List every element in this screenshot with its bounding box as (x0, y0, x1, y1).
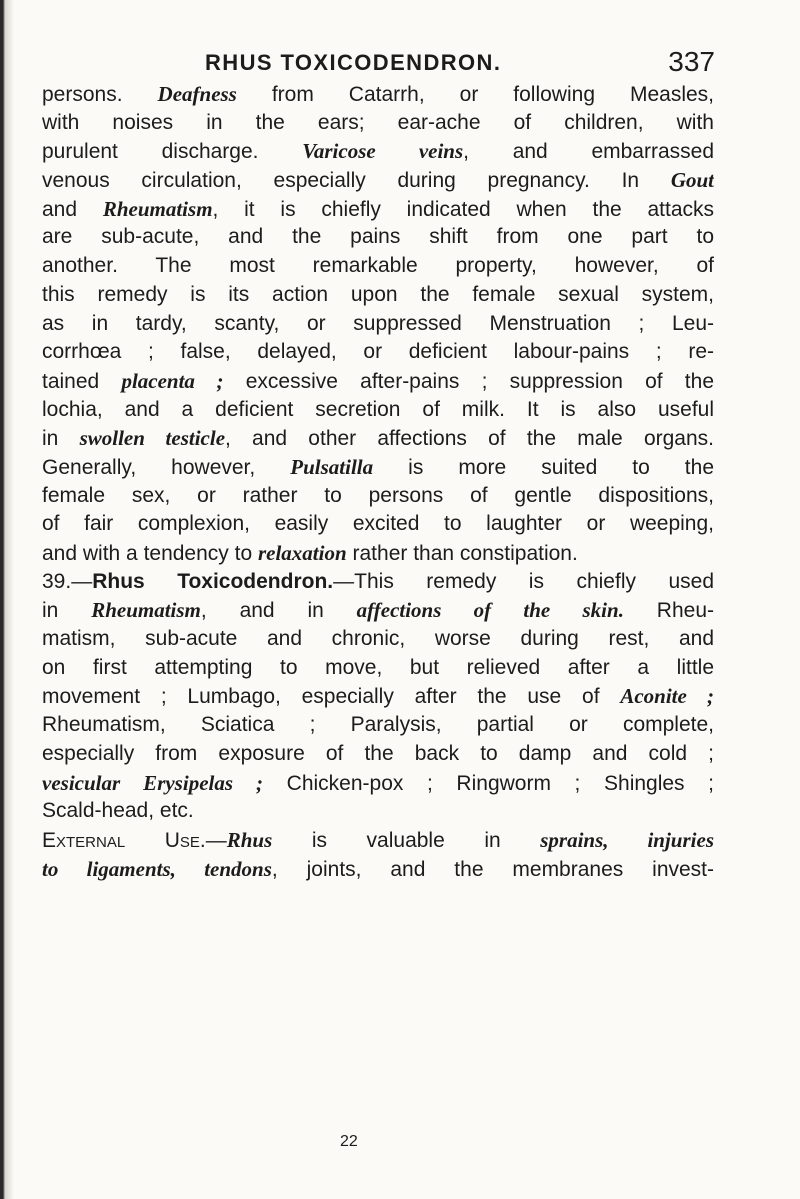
text-span: swollen testicle (79, 426, 226, 451)
running-title: RHUS TOXICODENDRON. (205, 50, 502, 75)
text-span: Generally, however, (42, 455, 291, 479)
text-span: is valuable in (272, 828, 541, 852)
text-span: placenta ; (121, 368, 224, 393)
text-line (42, 826, 714, 855)
text-line (42, 510, 714, 539)
binding-gutter (0, 0, 14, 1199)
text-span: matism, sub-acute and chronic, worse during rest, and (42, 627, 714, 651)
text-line (42, 453, 714, 482)
text-line (42, 424, 714, 453)
text-span: Rhus (226, 827, 273, 852)
signature-mark: 22 (340, 1133, 358, 1150)
text-span: , and embarrassed (463, 140, 714, 164)
text-line (42, 137, 714, 166)
text-line (42, 482, 714, 511)
text-span: with noises in the ears; ear-ache of children, with (42, 110, 714, 134)
text-span: this remedy is its action upon the female sexual system, (42, 282, 714, 306)
text-span: persons. (42, 83, 158, 106)
text-span: Gout (670, 168, 714, 193)
text-span: vesicular Erysipelas ; (42, 770, 264, 795)
text-span: venous circulation, especially during pregnancy. In (42, 169, 671, 193)
text-span: Rheumatism (102, 196, 213, 221)
text-line (42, 252, 714, 281)
text-span: female sex, or rather to persons of gentle dispositions, (42, 483, 714, 507)
text-line (42, 338, 714, 367)
text-span: purulent discharge. (42, 140, 303, 164)
text-line (42, 855, 714, 884)
text-span: Chicken-pox ; Ringworm ; Shingles ; (263, 771, 714, 795)
text-span: Rheu- (623, 599, 714, 623)
text-span: External Use. (42, 828, 206, 852)
text-line (42, 596, 714, 625)
text-span: as in tardy, scanty, or suppressed Menstruation ; Leu- (42, 311, 714, 335)
text-span: 39.— (42, 569, 93, 593)
text-span: relaxation (257, 541, 347, 565)
text-span: Varicose veins (302, 139, 464, 164)
text-span: corrhœa ; false, delayed, or deficient labour-pains ; re- (42, 340, 714, 364)
text-span: , it is chiefly indicated when the attacks (212, 197, 714, 221)
text-span: is more suited to the (373, 455, 714, 479)
text-span: especially from exposure of the back to damp and cold ; (42, 741, 714, 765)
text-span: —This remedy is chiefly used (333, 569, 714, 593)
text-span: — (205, 828, 227, 852)
text-span: on first attempting to move, but relieved after a little (42, 655, 714, 679)
text-line (42, 654, 714, 683)
text-line (42, 797, 714, 826)
text-line (42, 396, 714, 425)
text-span: from Catarrh, or following Measles, (236, 83, 714, 106)
text-line (42, 711, 714, 740)
text-span: Rheumatism, Sciatica ; Paralysis, partial or complete, (42, 713, 714, 737)
text-line (42, 223, 714, 252)
text-span: excessive after-pains ; suppression of the (223, 369, 714, 393)
text-span: , and other affections of the male organs. (225, 427, 714, 451)
text-span: and with a tendency to (42, 542, 258, 565)
text-span: , and in (200, 599, 357, 623)
text-span: Aconite ; (620, 684, 714, 709)
text-span: rather than constipation. (346, 542, 578, 565)
page-number: 337 (668, 46, 715, 77)
text-line (42, 367, 714, 396)
text-line (42, 310, 714, 339)
text-span: in (42, 599, 92, 623)
text-span: sprains, injuries (540, 827, 714, 852)
text-span: to ligaments, tendons (42, 856, 272, 881)
text-line (42, 109, 714, 138)
text-span: Pulsatilla (290, 454, 374, 479)
text-span: and (42, 197, 103, 221)
text-span: movement ; Lumbago, especially after the use of (42, 685, 621, 709)
text-line (42, 682, 714, 711)
text-line (42, 625, 714, 654)
text-span: Rhus Toxicodendron. (92, 569, 334, 593)
text-line (42, 568, 714, 597)
text-span: Rheumatism (91, 598, 201, 623)
text-span: tained (42, 369, 122, 393)
text-line (42, 281, 714, 310)
text-span: affections of the skin. (356, 598, 624, 623)
text-span: another. The most remarkable property, however, of (42, 254, 714, 278)
text-span: lochia, and a deficient secretion of milk. It is also useful (42, 397, 714, 421)
text-line (42, 80, 714, 109)
text-span: are sub-acute, and the pains shift from one part to (42, 225, 714, 249)
text-span: of fair complexion, easily excited to laughter or weeping, (42, 512, 714, 536)
text-span: Scald-head, etc. (42, 799, 194, 823)
text-line (42, 539, 714, 568)
text-line (42, 740, 714, 769)
text-span: Deafness (157, 82, 237, 106)
text-line (42, 769, 714, 798)
text-span: in (42, 427, 80, 451)
text-line (42, 166, 714, 195)
body-text (42, 80, 714, 883)
text-span: , joints, and the membranes invest- (271, 857, 714, 881)
text-line (42, 195, 714, 224)
